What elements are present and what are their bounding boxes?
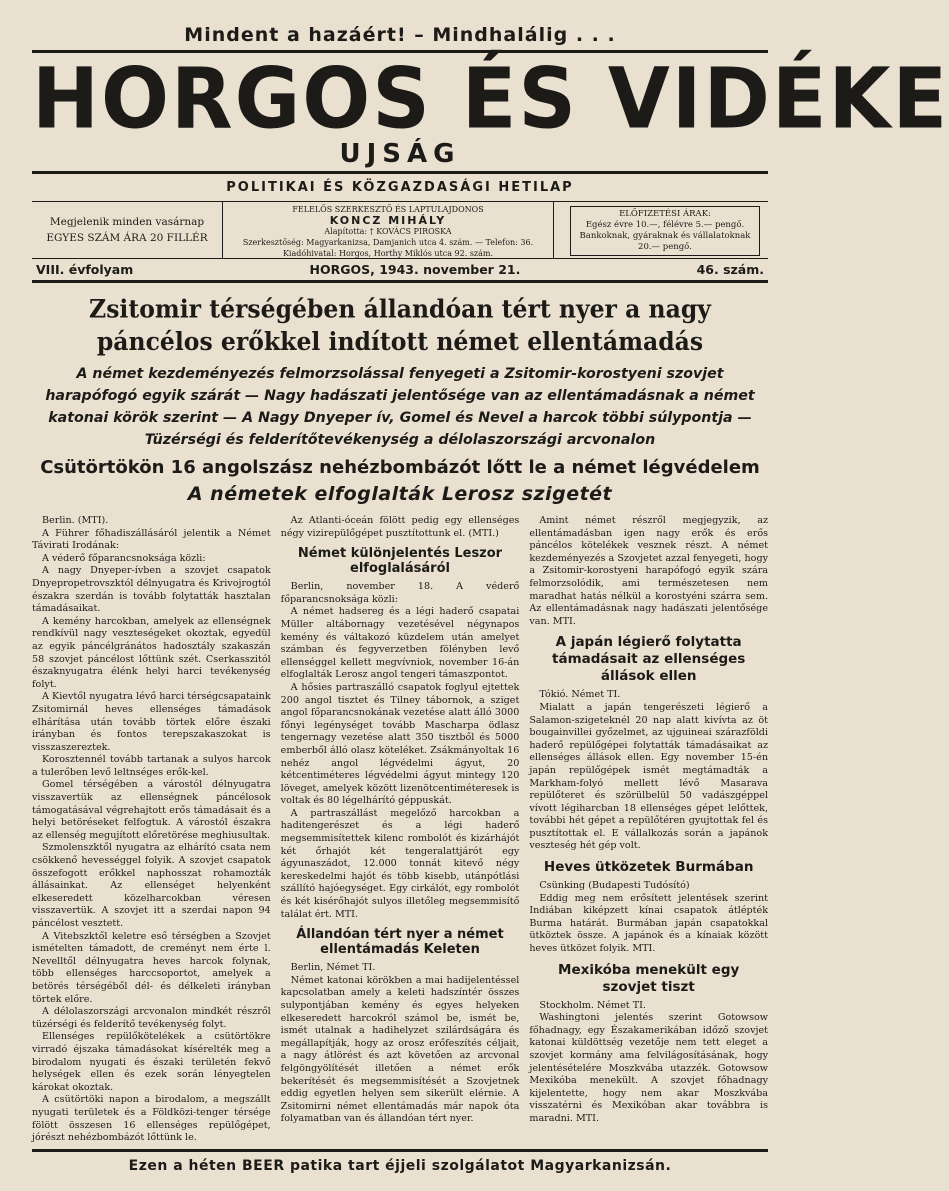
paragraph: A Vitebszktől keletre eső térségben a Szovjet ismételten támadott, de creményt nem érte l. Nevelltől délnyugatra heves harcok folynak, több ellenséges harccsoportot, amelyek a betörés térségéből dél- és délkeleti irányban törtek előre. xyxy=(32,930,271,1005)
paragraph: Eddig meg nem erősített jelentések szerint Indiában kiképzett kínai csapatok átlépték Burma határát. Burmában japán csapatokkal ütköztek össze. A japánok és a kínaiak között heves ütközet folyik. MTI. xyxy=(529,892,769,955)
issue-number: 46. szám. xyxy=(696,262,764,277)
paragraph: Német katonai körökben a mai hadijelentéssel kapcsolatban amely a keleti hadszíntér összes sulypontjában kemény és egyes helyeken elkeseredett harcokról számol be, ismét be, ismét utalnak a hadihelyzet szilárdságára és megállapítják, hogy az orosz erőfeszítés céljait, a nagy átlörést és azt követően az arcvonal felgöngyölítését illetően a német erők bekerítését és megsemmisítését a Szovjetnek eddig egyetlen helyen sem sikerült elérnie. A Zsitomirni német ellentámadás már napok óta folyamatban van és állandóan tért nyer. xyxy=(280,974,520,1125)
paragraph: Ellenséges repülőkötelékek a csütörtökre virradó éjszaka támadásokat kísérelték meg a birodalom nyugati és északi területén fekvő helységek ellen és ezek során lényegtelen károkat okoztak. xyxy=(32,1031,271,1093)
editorial-office: Szerkesztőség: Magyarkanizsa, Damjanich utca 4. szám. — Telefon: 36. xyxy=(242,238,534,247)
paragraph: A Kievtől nyugatra lévő harci térségcsapataink Zsitomirnál heves ellenséges támadások elhárítása után tovább törtek előre északi irányban és fontos terepszakaszokat is visszaszereztek. xyxy=(32,691,271,753)
dateline xyxy=(32,259,768,283)
column-2 xyxy=(280,515,520,1125)
subheading-mexico: Mexikóba menekült egy szovjet tiszt xyxy=(558,961,740,995)
paragraph: Stockholm. Német TI. xyxy=(539,999,646,1011)
founder: Alapította: † KOVÁCS PIROSKA xyxy=(324,227,452,236)
paragraph: Az Atlanti-óceán fölött pedig egy ellenséges négy vizirepülőgépet pusztítottunk el. (MTI.) xyxy=(280,515,520,539)
main-headline: Zsitomir térségében állandóan tért nyer a nagy páncélos erőkkel indított német ellentámadás xyxy=(89,293,711,357)
subscription-price-1: Egész évre 10.—, félévre 5.— pengő. xyxy=(585,220,745,230)
subscription-price-2: Bankoknak, gyáraknak és vállalatoknak 20.— pengő. xyxy=(579,231,751,252)
issue-date: HORGOS, 1943. november 21. xyxy=(309,262,521,277)
paragraph: A hősies partraszálló csapatok foglyul ejtettek 200 angol tisztet és Tilney tábornok, a sziget angol főparancsnokának vezetése alatt álló 3000 főnyi legénységet tovább Mascharpa ödlasz tengernagy vezetése alatt 350 tisztből és 5000 emberből álló olasz köteléket. Zsákmányoltak 16 nehéz angol légvédelmi ágyut, 20 kétcentiméteres légvédelmi ágyut mintegy 120 löveget, amelyek között lizenötcentiméteresek is voltak és 80 légelhárító géppuskát. xyxy=(280,681,520,807)
paragraph: A partraszállást megelőző harcokban a haditengerészet és a légi haderő megsemmisítettek kilenc rombolót és kizárhájót két őrhajót két tengeralattjárót egy ágyunaszádot, 12.000 tonnát kitevő négy kereskedelmi hajót és több kisebb, utánpótlási szállító hajóegységet. Egy cirkálót, egy rombolót és két kisérőhajót sulyos illetőleg megsemmisítő találat ért. MTI. xyxy=(280,807,520,920)
paragraph: Gomel térségében a várostól délnyugatra visszavertük az ellenségnek páncélosok támogatásával végrehajtott erős támadásait és a helyi betöréseket felfogtuk. A várostól északra az ellenség megujított előretörése meghiusultak. xyxy=(32,779,271,841)
third-headline: A németek elfoglalták Lerosz szigetét xyxy=(187,483,613,505)
editor-info xyxy=(222,202,554,258)
subheading-burma: Heves ütközetek Burmában xyxy=(543,859,754,876)
subheading-japan: A japán légierő folytatta támadásait az ellenséges állások ellen xyxy=(552,634,746,685)
paragraph: A német hadsereg és a légi haderő csapatai Müller altábornagy vezetésével négynapos kemény és váltakozó küzdelem után amelyet számban és fegyverzetben fölényben levő ellenséggel kellett megvívniok, november 16-án elfoglalták Lerosz angol tengeri támaszpontot. xyxy=(280,606,520,681)
paragraph: A nagy Dnyeper-ívben a szovjet csapatok Dnyepropetrovszktól délnyugatra és Krivojrogtól északra szerdán is tovább folytatták hasztalan támadásaikat. xyxy=(32,565,271,615)
column-3 xyxy=(529,515,769,1124)
paragraph: Csünking (Budapesti Tudósító) xyxy=(539,880,690,892)
editor-label: FELELŐS SZERKESZTŐ ÉS LAPTULAJDONOS xyxy=(292,205,484,214)
subheading-counterattack: Állandóan tért nyer a német ellentámadás Keleten xyxy=(296,927,504,958)
paragraph: A kemény harcokban, amelyek az ellenségnek rendkívül nagy veszteségeket okoztak, egyedül az egyik páncélgránátos hadosztály szakaszán 58 szovjet páncélost lőttünk szét. Cserkasszitól északnyugatra élénk helyi harci tevékenység folyt. xyxy=(32,615,271,690)
issue-price: EGYES SZÁM ÁRA 20 FILLÉR xyxy=(46,232,208,244)
footer-notice: Ezen a héten BEER patika tart éjjeli szolgálatot Magyarkanizsán. xyxy=(32,1149,768,1182)
volume: VIII. évfolyam xyxy=(36,262,134,277)
paragraph: A véderő főparancsnoksága közli: xyxy=(42,552,206,564)
editor-name: KONCZ MIHÁLY xyxy=(329,214,447,227)
publishing-office: Kiadóhivatal: Horgos, Horthy Miklós utca 92. szám. xyxy=(282,249,494,258)
subscription-info xyxy=(554,202,768,258)
motto: Mindent a hazáért! – Mindhalálig . . . xyxy=(184,24,616,46)
tagline: POLITIKAI ÉS KÖZGAZDASÁGI HETILAP xyxy=(226,180,574,195)
masthead-rule xyxy=(32,171,768,174)
paragraph: Mialatt a japán tengerészeti légierő a Salamon-szigeteknél 20 nap alatt kivívta az öt bougainvillei győzelmet, az ujguineai szárazföldi haderő repülőgépei folytatták támadásaikat az ellenséges állások ellen. Egy november 15-én japán repülőgépek ismét megtámadták a Markham-folyó mellett lévő Masarava repülőteret és szörülbelül 50 vadászgéppel vívott légiharcban 18 ellenséges gépet lelőttek, további hét gépet a repülőtéren gyujtottak fel és pusztítottak el. E vállalkozás során a japánok veszteség hét gép volt. xyxy=(529,701,769,852)
paragraph: Szmolenszktől nyugatra az elhárító csata nem csökkenő hevességgel folyik. A szovjet csapatok összefogott erőkkel naphosszat rohamozták állásainkat. Az ellenséget helyenként elkeseredett közelharcokban véresen visszavertük. A szovjet itt a szerdai napon 94 páncélost vesztett. xyxy=(32,842,271,929)
paragraph: Berlin, november 18. A véderő főparancsnoksága közli: xyxy=(280,581,520,605)
paragraph: A csütörtöki napon a birodalom, a megszállt nyugati területek és a Földközi-tenger térsége fölött összesen 16 ellenséges repülőgépet, jórészt nehézbombázót lőttünk le. xyxy=(32,1094,271,1144)
paragraph: A délolaszországi arcvonalon mindkét részről tüzérségi és felderítő tevékenység folyt. xyxy=(32,1006,271,1030)
paragraph: Tókió. Német TI. xyxy=(539,689,621,701)
article-columns xyxy=(32,515,769,1144)
masthead-subtitle: UJSÁG xyxy=(339,139,461,169)
info-bar xyxy=(32,202,768,259)
paragraph: Korosztennél tovább tartanak a sulyos harcok a tulerőben levő leltnséges erők-kel. xyxy=(32,754,271,778)
masthead-title: HORGOS ÉS VIDÉKE xyxy=(32,49,949,148)
subscription-title: ELŐFIZETÉSI ÁRAK: xyxy=(619,209,711,219)
subheading-leros: Német különjelentés Leszor elfoglalásáról xyxy=(297,546,503,577)
publication-info xyxy=(32,202,222,258)
paragraph: Berlin. (MTI). xyxy=(42,515,109,526)
publication-frequency: Megjelenik minden vasárnap xyxy=(49,216,205,228)
newspaper-page xyxy=(32,12,949,1182)
paragraph: Washingtoni jelentés szerint Gotowsow főhadnagy, egy Északamerikában időző szovjet katonai küldöttség vezetője nem tett eleget a szovjet kormány ama felvilágosításának, hogy jelentésételére Moszkvába utazzék. Gotowsow Mexikóba menekült. A szovjet főhadnagy kijelentette, hogy nem akar Moszkvába visszatérni és Mexikóban akar továbbra is maradni. MTI. xyxy=(529,1012,769,1124)
paragraph: Amint német részről megjegyzik, az ellentámadásban igen nagy erők és erős páncélos kötelékek vesznek részt. A német kezdeményezés a Szovjetet azzal fenyegeti, hogy a Zsitomir-korostyeni harapófogó egyik szára felmorzsolódik, ami természetesen nem maradhat hatás nélkül a korostyéni szárra sem. Az ellentámadásnak nagy hadászati jelentősége van. MTI. xyxy=(529,515,769,627)
second-headline: Csütörtökön 16 angolszász nehézbombázót lőtt le a német légvédelem xyxy=(40,457,760,478)
paragraph: A Führer főhadiszállásáról jelentik a Német Távirati Irodának: xyxy=(32,527,271,552)
column-1 xyxy=(32,515,271,1144)
subscription-box xyxy=(570,206,760,256)
paragraph: Berlin, Német TI. xyxy=(290,962,376,974)
headline-deck: A német kezdeményezés felmorzsolással fenyegeti a Zsitomir-korostyeni szovjet harapófogó egyik szárát — Nagy hadászati jelentősége van az ellentámadásnak a német katonai körök szerint — A Nagy Dnyeper ív, Gomel és Nevel a harcok többi súlypontja — Tüzérségi és felderítőtevékenység a délolaszországi arcvonalon xyxy=(45,366,755,448)
